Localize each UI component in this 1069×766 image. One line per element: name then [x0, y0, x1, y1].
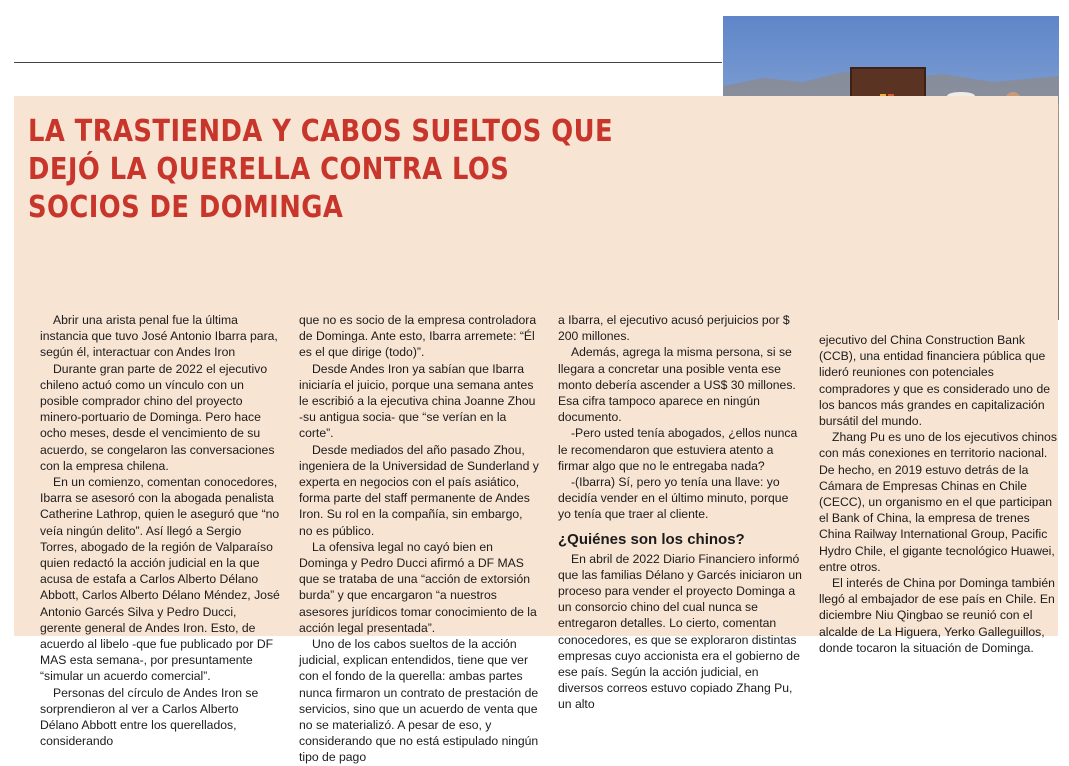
- paragraph: Uno de los cabos sueltos de la acción judicial, explican entendidos, tiene que ver con el fondo de la querella: ambas partes nunca firmaron un contrato de prestación de servicios, sino que un acuerdo de venta que no se materializó. A pesar de eso, y considerando que no está estipulado ningún tipo de pago: [299, 637, 539, 765]
- paragraph: Personas del círculo de Andes Iron se sorprendieron al ver a Carlos Alberto Délano Abbott entre los querellados, considerando: [40, 685, 259, 749]
- paragraph: Desde mediados del año pasado Zhou, ingeniera de la Universidad de Sunderland y experta en negocios con el país asiático, forma parte del staff permanente de Andes Iron. Su rol en la compañía, sin embargo, no es público.: [299, 442, 539, 538]
- column-1: [40, 312, 280, 749]
- paragraph: El interés de China por Dominga también llegó al embajador de ese país en Chile. En diciembre Niu Qingbao se reunió con el alcalde de La Higuera, Yerko Galleguillos, donde tocaron la situación de Dominga.: [819, 576, 1055, 655]
- column-2: [299, 312, 539, 766]
- paragraph: Durante gran parte de 2022 el ejecutivo chileno actuó como un vínculo con un posible comprador chino del proyecto minero-portuario de Dominga. Pero hace ocho meses, desde el vencimiento de su acuerdo, se congelaron las conversaciones con la empresa chilena.: [40, 361, 275, 473]
- column-4: [819, 332, 1063, 656]
- paragraph: Abrir una arista penal fue la última instancia que tuvo José Antonio Ibarra para, según él, interactuar con Andes Iron: [40, 313, 278, 360]
- paragraph: ejecutivo del China Construction Bank (CCB), una entidad financiera pública que lideró reuniones con potenciales compradores y que es considerado uno de los bancos más grandes en capitalización bursátil del mundo.: [819, 333, 1051, 429]
- paragraph: Zhang Pu es uno de los ejecutivos chinos con más conexiones en territorio nacional. De hecho, en 2019 estuvo detrás de la Cámara de Empresas Chinas en Chile (CECC), un organismo en el que participan el Bank of China, la empresa de trenes China Railway International Group, Pacific Hydro Chile, el gigante tecnológico Huawei, entre otros.: [819, 430, 1057, 574]
- paragraph: Además, agrega la misma persona, si se llegara a concretar una posible venta ese monto debería ascender a US$ 30 millones. Esa cifra tampoco aparece en ningún documento.: [558, 345, 796, 425]
- article: [14, 96, 1058, 765]
- paragraph: Desde Andes Iron ya sabían que Ibarra iniciaría el juicio, porque una semana antes le escribió a la ejecutiva china Joanne Zhou -su antigua socia- que “se verían en la corte”.: [299, 361, 536, 441]
- paragraph: En un comienzo, comentan conocedores, Ibarra se asesoró con la abogada penalista Catherine Lathrop, quien le aseguró que “no veía ningún delito”. Así llegó a Sergio Torres, abogado de la región de Valparaíso quien redactó la acción judicial en la que acusa de estafa a Carlos Alberto Délano Abbott, Carlos Alberto Délano Méndez, José Antonio Garcés Silva y Pedro Ducci, gerente general de Andes Iron. Esto, de acuerdo al libelo -que fue publicado por DF MAS esta semana-, por presuntamente “simular un acuerdo comercial”.: [40, 475, 280, 684]
- paragraph: que no es socio de la empresa controladora de Dominga. Ante esto, Ibarra arremete: “Él es el que dirige (todo)”.: [299, 313, 537, 360]
- paragraph: En abril de 2022 Diario Financiero informó que las familias Délano y Garcés iniciaron un proceso para vender el proyecto Dominga a un consorcio chino del cual nunca se entregaron detalles. Lo cierto, comentan conocedores, es que se exploraron distintas empresas cuyo accionista era el gobierno de ese país. Según la acción judicial, en diversos correos estuvo copiado Zhang Pu, un alto: [558, 551, 802, 712]
- column-3: [558, 312, 804, 713]
- paragraph: -(Ibarra) Sí, pero yo tenía una llave: yo decidía vender en el último minuto, porque yo tenía que traer al cliente.: [558, 475, 789, 522]
- subheading: ¿Quiénes son los chinos?: [558, 530, 745, 548]
- paragraph: a Ibarra, el ejecutivo acusó perjuicios por $ 200 millones.: [558, 313, 790, 344]
- paragraph: -Pero usted tenía abogados, ¿ellos nunca le recomendaron que estuviera atento a firmar algo que no le entregaba nada?: [558, 426, 798, 473]
- headline: LA TRASTIENDA Y CABOS SUELTOS QUE DEJÓ LA QUERELLA CONTRA LOS SOCIOS DE DOMINGA: [28, 114, 614, 225]
- paragraph: La ofensiva legal no cayó bien en Dominga y Pedro Ducci afirmó a DF MAS que se trataba de una “acción de extorsión burda” y que encargaron “a nuestros asesores jurídicos tomar conocimiento de la acción legal presentada”.: [299, 539, 537, 635]
- top-rule: [14, 62, 722, 63]
